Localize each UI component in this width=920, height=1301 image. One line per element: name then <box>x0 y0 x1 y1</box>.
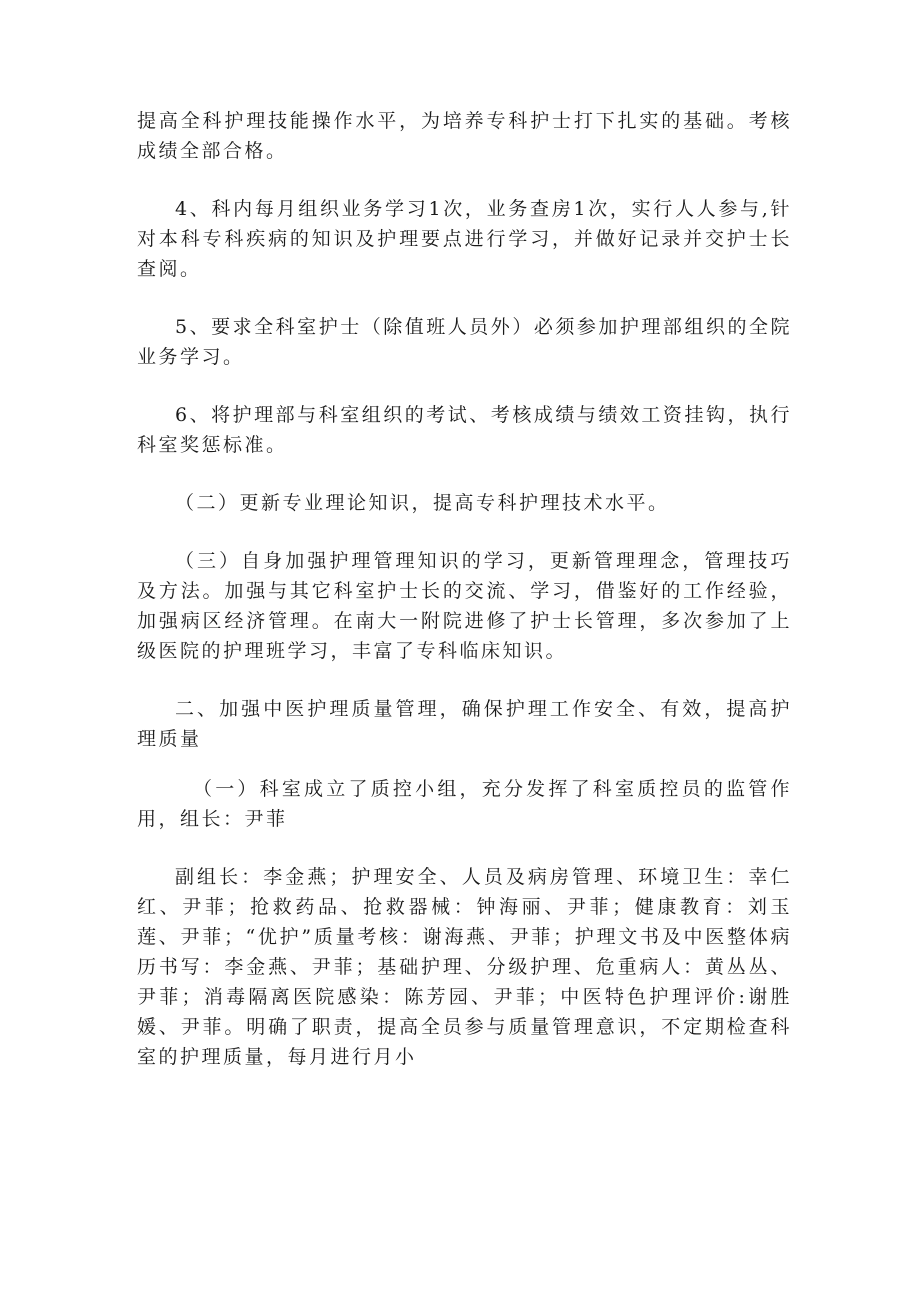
paragraph-quality-group: （一）科室成立了质控小组，充分发挥了科室质控员的监管作用，组长：尹菲 <box>137 778 792 830</box>
paragraph-item-4: 4、科内每月组织业务学习1次，业务查房1次，实行人人参与,针对本科专科疾病的知识及护理要点进行学习，并做好记录并交护士长查阅。 <box>137 198 792 280</box>
paragraph-skills-assessment: 提高全科护理技能操作水平，为培养专科护士打下扎实的基础。考核成绩全部合格。 <box>137 110 792 162</box>
paragraph-section-2: （二）更新专业理论知识，提高专科护理技术水平。 <box>175 492 670 514</box>
paragraph-item-5: 5、要求全科室护士（除值班人员外）必须参加护理部组织的全院业务学习。 <box>137 316 792 368</box>
paragraph-section-3: （三）自身加强护理管理知识的学习，更新管理理念，管理技巧及方法。加强与其它科室护士长的交流、学习，借鉴好的工作经验，加强病区经济管理。在南大一附院进修了护士长管理，多次参加了上级医院的护理班学习，丰富了专科临床知识。 <box>137 550 792 662</box>
paragraph-item-6: 6、将护理部与科室组织的考试、考核成绩与绩效工资挂钩，执行科室奖惩标准。 <box>137 404 792 456</box>
paragraph-group-members: 副组长：李金燕；护理安全、人员及病房管理、环境卫生：幸仁红、尹菲；抢救药品、抢救器械：钟海丽、尹菲；健康教育：刘玉莲、尹菲；“优护”质量考核：谢海燕、尹菲；护理文书及中医整体病历书写：李金燕、尹菲；基础护理、分级护理、危重病人：黄丛丛、尹菲；消毒隔离医院感染：陈芳园、尹菲；中医特色护理评价:谢胜媛、尹菲。明确了职责，提高全员参与质量管理意识，不定期检查科室的护理质量，每月进行月小 <box>137 866 792 1068</box>
heading-quality-management: 二、加强中医护理质量管理，确保护理工作安全、有效，提高护理质量 <box>137 698 792 750</box>
